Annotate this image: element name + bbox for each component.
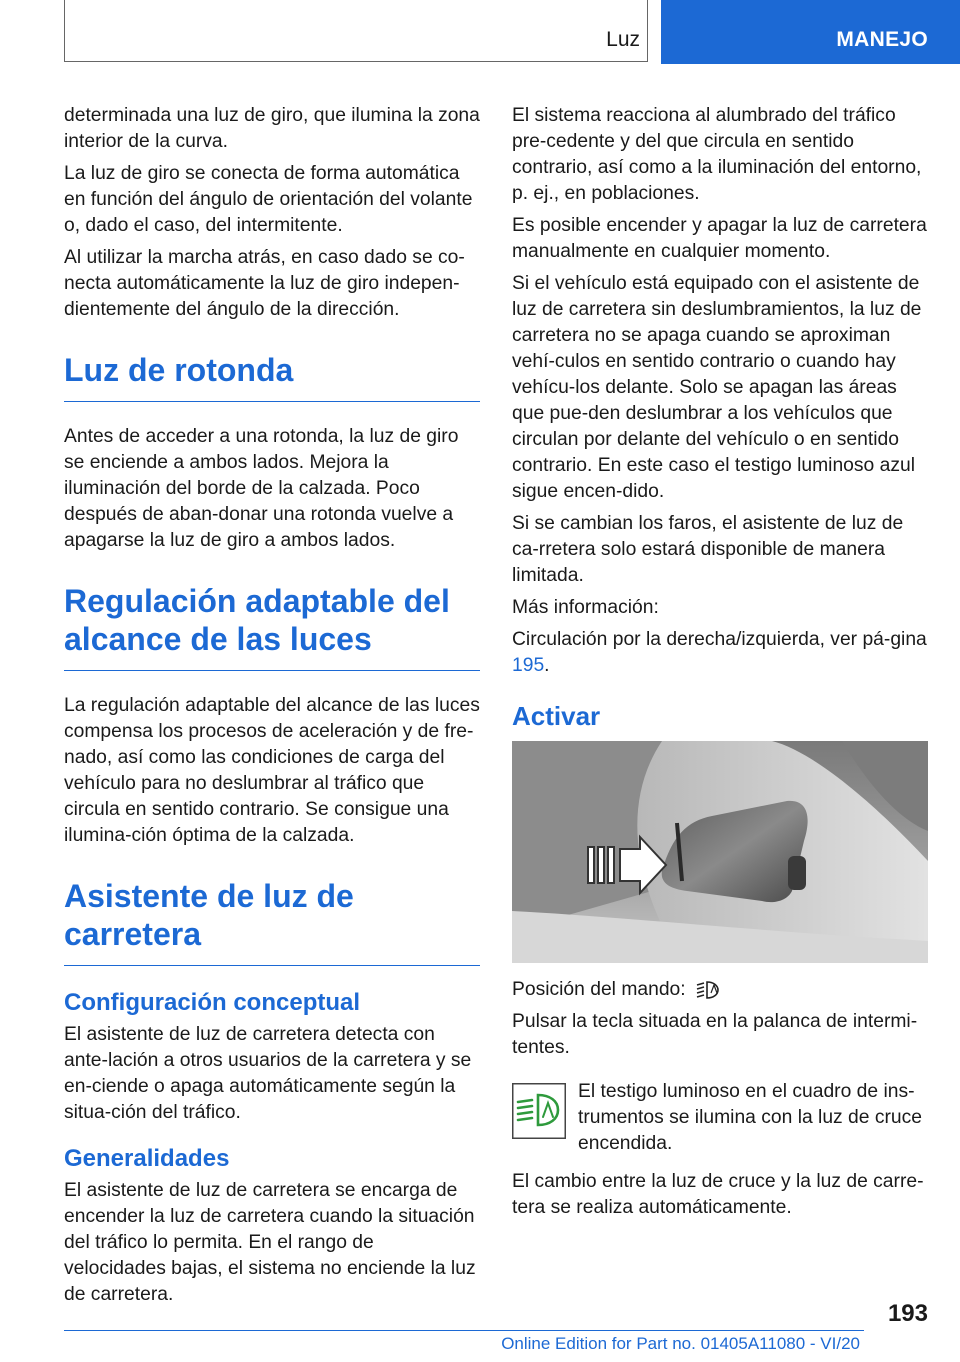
paragraph: El cambio entre la luz de cruce y la luz de carre-tera se realiza automáticamente.: [512, 1171, 924, 1218]
left-column: [64, 103, 480, 1314]
right-column: [512, 103, 928, 1227]
paragraph-crossref: Circulación por la derecha/izquierda, ver pá-gina 195.: [512, 629, 927, 676]
heading-luz-de-rotonda: Luz de rotonda: [64, 351, 480, 402]
high-beam-assist-icon: [696, 979, 722, 1001]
paragraph: Si se cambian los faros, el asistente de luz de ca-rretera solo estará disponible de manera limitada.: [512, 513, 904, 586]
paragraph: Si el vehículo está equipado con el asistente de luz de carretera sin deslumbramientos, la luz de carretera no se apaga cuando se aproximan vehí-culos en sentido contrario o cuando hay vehícu-los delante. Solo se apagan las áreas que pue-den deslumbrar a los vehículos que circulan por delante del vehículo o en sentido contrario. En este caso el testigo luminoso azul sigue encen-dido.: [512, 273, 922, 502]
footer-edition: Online Edition for Part no. 01405A11080 - VI/20: [501, 1334, 860, 1353]
paragraph: Al utilizar la marcha atrás, en caso dado se co-necta automáticamente la luz de giro indepen-dientemente del ángulo de la dirección.: [64, 247, 465, 320]
paragraph-posicion: Posición del mando:: [512, 977, 928, 1003]
footer-divider: [64, 1330, 864, 1331]
paragraph: determinada una luz de giro, que ilumina la zona interior de la curva.: [64, 105, 480, 152]
header-chapter-tab[interactable]: MANEJO: [661, 0, 960, 64]
heading-regulacion-adaptable: Regulación adaptable del alcance de las luces: [64, 582, 480, 671]
paragraph: Antes de acceder a una rotonda, la luz de giro se enciende a ambos lados. Mejora la iluminación del borde de la calzada. Poco después de aban-donar una rotonda vuelve a apagarse la luz de giro a ambos lados.: [64, 426, 459, 551]
subheading-activar: Activar: [512, 701, 601, 731]
subheading-configuracion: Configuración conceptual: [64, 989, 361, 1016]
paragraph: Pulsar la tecla situada en la palanca de intermi-tentes.: [512, 1011, 918, 1058]
page-number: 193: [887, 1300, 928, 1327]
paragraph: El asistente de luz de carretera detecta con ante-lación a otros usuarios de la carretera y se en-ciende o apaga automáticamente según la situa-ción del tráfico.: [64, 1024, 472, 1123]
paragraph: La regulación adaptable del alcance de las luces compensa los procesos de aceleración y de fre-nado, así como las condiciones de carga del vehículo para no deslumbrar al tráfico que circula en sentido contrario. Se consigue una ilumina-ción óptima de la calzada.: [64, 695, 480, 846]
subheading-generalidades: Generalidades: [64, 1145, 230, 1172]
heading-asistente-luz-carretera: Asistente de luz de carretera: [64, 877, 480, 966]
indicator-note: [512, 1079, 928, 1157]
high-beam-assist-indicator-icon: [512, 1083, 566, 1139]
turn-signal-stalk-photo: [512, 741, 928, 963]
paragraph: El asistente de luz de carretera se encarga de encender la luz de carretera cuando la situación del tráfico lo permita. En el rango de velocidades bajas, el sistema no enciende la luz de carretera.: [64, 1180, 476, 1305]
header-section: Luz: [606, 28, 640, 51]
paragraph: Más información:: [512, 597, 659, 618]
paragraph: El testigo luminoso en el cuadro de ins-trumentos se ilumina con la luz de cruce encendida.: [578, 1081, 923, 1154]
paragraph: La luz de giro se conecta de forma automática en función del ángulo de orientación del volante o, dado el caso, del intermitente.: [64, 163, 473, 236]
paragraph: Es posible encender y apagar la luz de carretera manualmente en cualquier momento.: [512, 215, 927, 262]
paragraph: El sistema reacciona al alumbrado del tráfico pre-cedente y del que circula en sentido contrario, así como a la iluminación del entorno, p. ej., en poblaciones.: [512, 105, 922, 204]
page-link[interactable]: 195: [512, 655, 545, 676]
